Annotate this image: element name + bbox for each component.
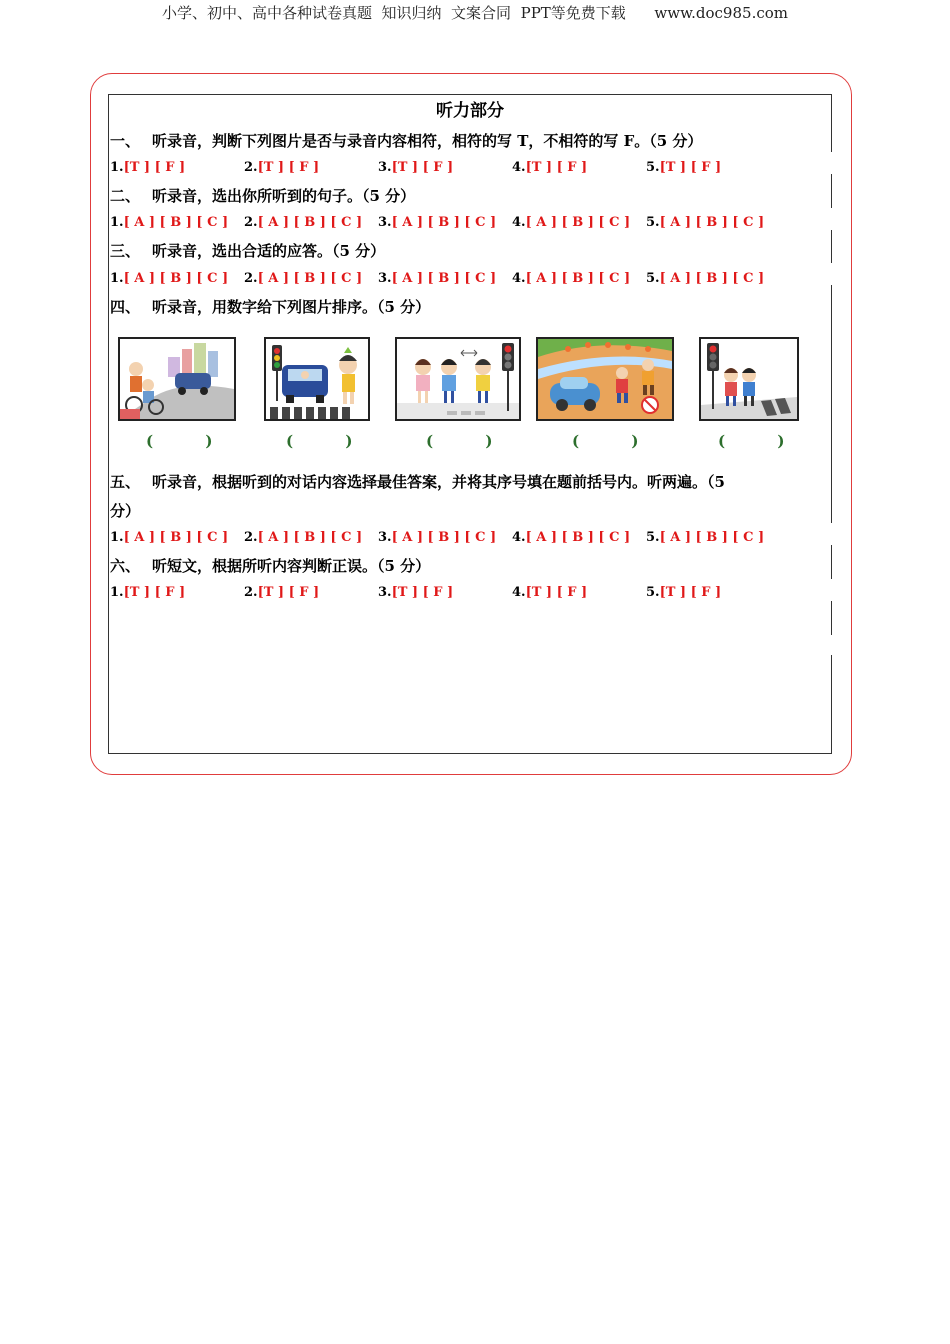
tf-option[interactable]: [T ] [ F ] [123, 160, 186, 175]
question-number: 四、 [110, 298, 141, 316]
order-blank-3[interactable]: ( ) [426, 432, 493, 450]
answer-row-2 [110, 215, 830, 235]
item-number: 3. [378, 215, 392, 230]
picture-row [110, 337, 830, 427]
tf-option[interactable]: [T ] [ F ] [257, 585, 320, 600]
question-text: 听录音，根据听到的对话内容选择最佳答案，并将其序号填在题前括号内。听两遍。（5 [152, 473, 725, 491]
abc-option[interactable]: [ A ] [ B ] [ C ] [391, 530, 497, 545]
abc-option[interactable]: [ A ] [ B ] [ C ] [525, 530, 631, 545]
tf-option[interactable]: [T ] [ F ] [525, 160, 588, 175]
question-text: 听短文，根据所听内容判断正误。（5 分） [152, 557, 431, 575]
item-number: 1. [110, 271, 124, 286]
item-number: 5. [646, 160, 660, 175]
item-number: 1. [110, 530, 124, 545]
question-number: 六、 [110, 557, 141, 575]
item-number: 1. [110, 215, 124, 230]
item-number: 2. [244, 585, 258, 600]
question-5 [110, 471, 725, 492]
answer-row-1 [110, 160, 830, 180]
item-number: 3. [378, 585, 392, 600]
abc-option[interactable]: [ A ] [ B ] [ C ] [123, 271, 229, 286]
order-blank-1[interactable]: ( ) [146, 432, 213, 450]
item-number: 2. [244, 530, 258, 545]
street-scene-picture [118, 337, 236, 421]
question-text: 听录音，选出合适的应答。（5 分） [152, 242, 386, 260]
page-header: 小学、初中、高中各种试卷真题 知识归纳 文案合同 PPT等免费下载 www.doc985.com [161, 4, 788, 22]
item-number: 5. [646, 585, 660, 600]
question-number: 一、 [110, 132, 141, 150]
tf-option[interactable]: [T ] [ F ] [525, 585, 588, 600]
abc-option[interactable]: [ A ] [ B ] [ C ] [123, 530, 229, 545]
question-number: 三、 [110, 242, 141, 260]
question-4 [110, 296, 430, 317]
tf-option[interactable]: [T ] [ F ] [659, 160, 722, 175]
children-crossing-picture [395, 337, 521, 421]
item-number: 5. [646, 215, 660, 230]
tf-option[interactable]: [T ] [ F ] [123, 585, 186, 600]
item-number: 1. [110, 160, 124, 175]
car-crossing-picture [264, 337, 370, 421]
question-2 [110, 185, 415, 206]
question-text: 听录音，判断下列图片是否与录音内容相符，相符的写 T，不相符的写 F。（5 分） [152, 132, 703, 150]
abc-option[interactable]: [ A ] [ B ] [ C ] [123, 215, 229, 230]
abc-option[interactable]: [ A ] [ B ] [ C ] [257, 215, 363, 230]
item-number: 4. [512, 160, 526, 175]
question-3 [110, 240, 385, 261]
question-text: 听录音，选出你所听到的句子。（5 分） [152, 187, 416, 205]
car-kids-road-picture [536, 337, 674, 421]
abc-option[interactable]: [ A ] [ B ] [ C ] [525, 271, 631, 286]
abc-option[interactable]: [ A ] [ B ] [ C ] [391, 215, 497, 230]
question-5-continued: 分） [110, 502, 141, 520]
item-number: 2. [244, 215, 258, 230]
order-blank-5[interactable]: ( ) [718, 432, 785, 450]
traffic-light-kids-picture [699, 337, 799, 421]
answer-row-5 [110, 530, 830, 550]
item-number: 3. [378, 271, 392, 286]
answer-row-3 [110, 271, 830, 291]
abc-option[interactable]: [ A ] [ B ] [ C ] [257, 530, 363, 545]
question-number: 二、 [110, 187, 141, 205]
item-number: 4. [512, 271, 526, 286]
item-number: 1. [110, 585, 124, 600]
question-text: 听录音，用数字给下列图片排序。（5 分） [152, 298, 431, 316]
item-number: 4. [512, 530, 526, 545]
abc-option[interactable]: [ A ] [ B ] [ C ] [659, 271, 765, 286]
section-title: 听力部分 [436, 101, 504, 121]
tf-option[interactable]: [T ] [ F ] [391, 160, 454, 175]
order-blank-4[interactable]: ( ) [572, 432, 639, 450]
abc-option[interactable]: [ A ] [ B ] [ C ] [659, 530, 765, 545]
item-number: 4. [512, 215, 526, 230]
abc-option[interactable]: [ A ] [ B ] [ C ] [391, 271, 497, 286]
item-number: 2. [244, 160, 258, 175]
item-number: 3. [378, 530, 392, 545]
answer-row-6 [110, 585, 830, 605]
tf-option[interactable]: [T ] [ F ] [391, 585, 454, 600]
item-number: 5. [646, 530, 660, 545]
order-blank-2[interactable]: ( ) [286, 432, 353, 450]
question-6 [110, 555, 430, 576]
item-number: 3. [378, 160, 392, 175]
tf-option[interactable]: [T ] [ F ] [659, 585, 722, 600]
question-1 [110, 130, 702, 151]
abc-option[interactable]: [ A ] [ B ] [ C ] [257, 271, 363, 286]
tf-option[interactable]: [T ] [ F ] [257, 160, 320, 175]
item-number: 5. [646, 271, 660, 286]
question-number: 五、 [110, 473, 141, 491]
abc-option[interactable]: [ A ] [ B ] [ C ] [659, 215, 765, 230]
abc-option[interactable]: [ A ] [ B ] [ C ] [525, 215, 631, 230]
item-number: 4. [512, 585, 526, 600]
item-number: 2. [244, 271, 258, 286]
